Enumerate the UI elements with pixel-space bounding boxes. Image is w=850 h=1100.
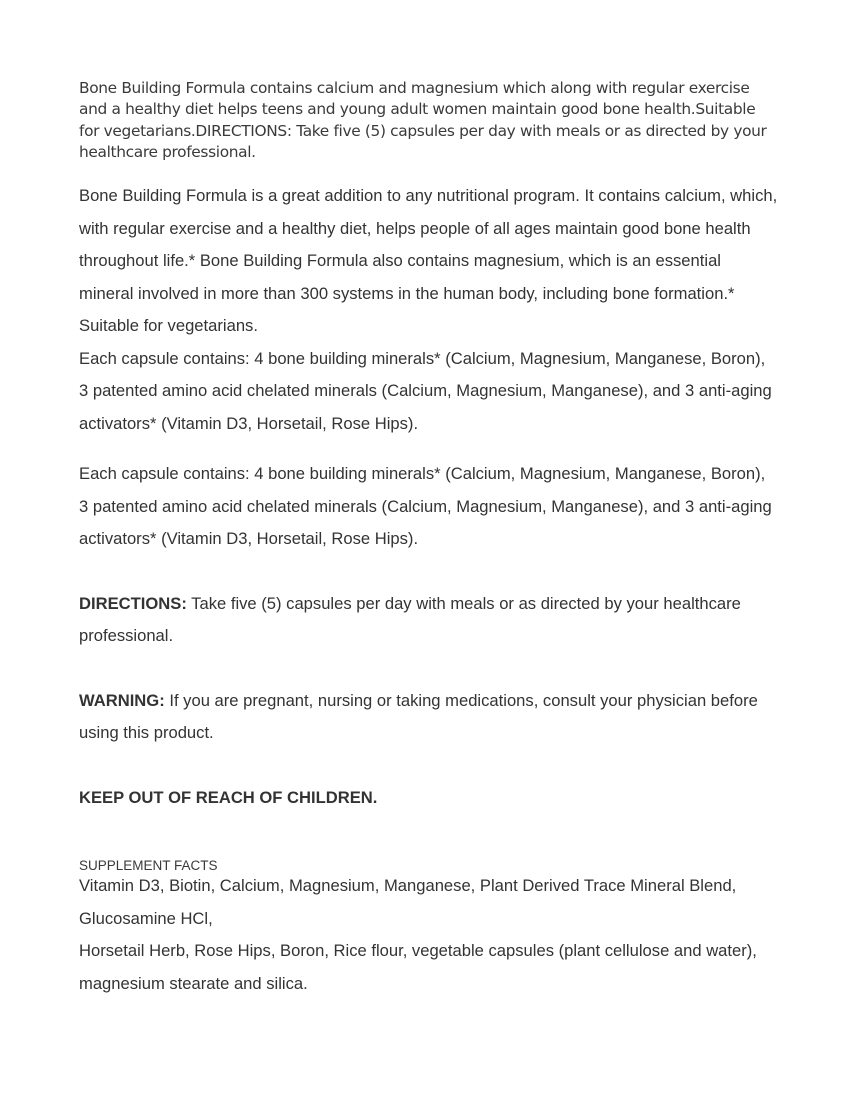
supplement-facts-line-1: Vitamin D3, Biotin, Calcium, Magnesium, Manganese, Plant Derived Trace Mineral Blend, Glucosamine HCl,: [79, 876, 737, 928]
directions-label: DIRECTIONS:: [79, 593, 187, 613]
warning-text: If you are pregnant, nursing or taking medications, consult your physician before using this product.: [79, 690, 758, 743]
capsule-contents-paragraph-repeat: Each capsule contains: 4 bone building minerals* (Calcium, Magnesium, Manganese, Boron), 3 patented amino acid chelated minerals (Calcium, Magnesium, Manganese), and 3 anti-aging activators* (Vitamin D3, Horsetail, Rose Hips).: [79, 464, 772, 549]
supplement-facts-line-2: Horsetail Herb, Rose Hips, Boron, Rice flour, vegetable capsules (plant cellulose and water), magnesium stearate and silica.: [79, 941, 757, 993]
document-page: [79, 78, 779, 1000]
directions-text: Take five (5) capsules per day with meals or as directed by your healthcare professional.: [79, 593, 741, 646]
description-paragraph: Bone Building Formula is a great addition to any nutritional program. It contains calcium, which, with regular exercise and a healthy diet, helps people of all ages maintain good bone health throughout life.* Bone Building Formula also contains magnesium, which is an essential mineral involved in more than 300 systems in the human body, including bone formation.* Suitable for vegetarians.: [79, 186, 778, 336]
directions-paragraph: [79, 588, 779, 653]
capsule-contents-paragraph: Each capsule contains: 4 bone building minerals* (Calcium, Magnesium, Manganese, Boron), 3 patented amino acid chelated minerals (Calcium, Magnesium, Manganese), and 3 anti-aging activators* (Vitamin D3, Horsetail, Rose Hips).: [79, 348, 772, 433]
intro-paragraph: Bone Building Formula contains calcium and magnesium which along with regular exercise and a healthy diet helps teens and young adult women maintain good bone health.Suitable for vegetarians.DIRECTIONS: Take five (5) capsules per day with meals or as directed by your healthcare professional.: [79, 79, 767, 161]
warning-paragraph: [79, 685, 779, 750]
keep-out-notice: KEEP OUT OF REACH OF CHILDREN.: [79, 787, 378, 807]
supplement-facts-heading: SUPPLEMENT FACTS: [79, 858, 218, 874]
warning-label: WARNING:: [79, 690, 165, 710]
